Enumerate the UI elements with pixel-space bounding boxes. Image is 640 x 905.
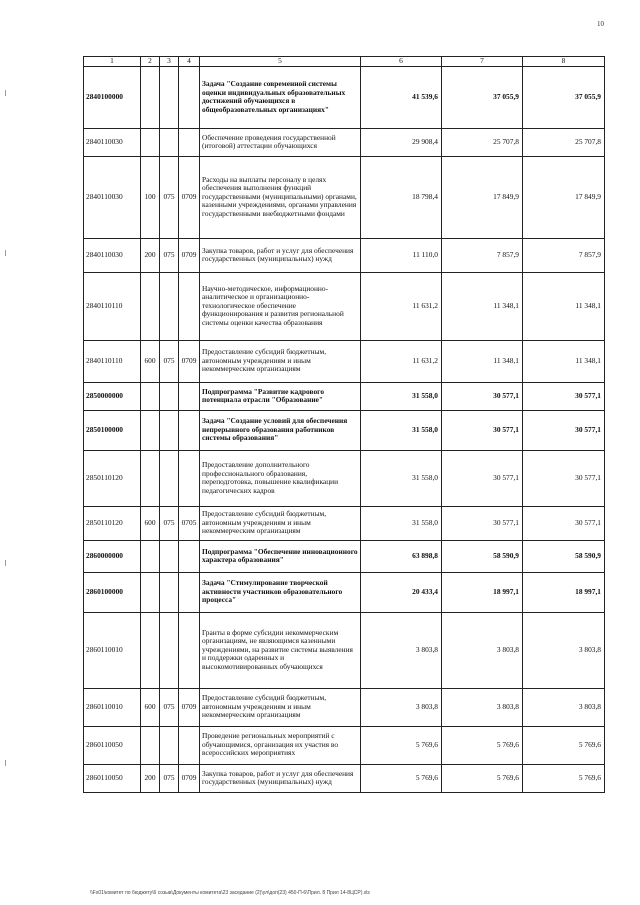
code-cell: 2850000000 (84, 382, 141, 410)
amount-cell: 3 803,8 (523, 688, 605, 726)
footer-file-path: \\Fs01\комитет по бюджету\6 созыв\Документы комитета\23 заседание (2)\ул\доп(23) 450-П-6\Прил. 8 Прил 14-8ЦСР).xls (90, 890, 370, 896)
amount-cell: 58 590,9 (523, 540, 605, 572)
amount-cell: 30 577,1 (442, 506, 523, 540)
vr-cell (141, 726, 160, 764)
name-cell: Расходы на выплаты персоналу в целях обеспечения выполнения функций государственными (муниципальными) органами, казенными учреждениями, органами управления государственными внебюджетными фондами (200, 156, 361, 238)
name-cell: Задача "Создание современной системы оценки индивидуальных образовательных достижений обучающихся в общеобразовательных организациях" (200, 66, 361, 128)
code-cell: 2860110050 (84, 764, 141, 792)
budget-table (83, 56, 605, 793)
code-cell: 2860100000 (84, 572, 141, 612)
gr-cell: 075 (160, 238, 179, 272)
vr-cell (141, 382, 160, 410)
header-cell: 6 (361, 57, 442, 67)
amount-cell: 20 433,4 (361, 572, 442, 612)
amount-cell: 11 110,0 (361, 238, 442, 272)
vr-cell: 600 (141, 688, 160, 726)
scan-artifact (5, 250, 6, 256)
gr-cell (160, 128, 179, 156)
amount-cell: 37 055,9 (523, 66, 605, 128)
amount-cell: 25 707,8 (523, 128, 605, 156)
amount-cell: 30 577,1 (442, 410, 523, 450)
table-row (84, 764, 605, 792)
vr-cell (141, 66, 160, 128)
header-cell: 4 (179, 57, 200, 67)
table-row (84, 726, 605, 764)
name-cell: Проведение региональных мероприятий с обучающимися, организация их участия во всероссийских мероприятиях (200, 726, 361, 764)
section-cell: 0709 (179, 156, 200, 238)
gr-cell: 075 (160, 764, 179, 792)
vr-cell (141, 572, 160, 612)
gr-cell (160, 450, 179, 506)
gr-cell (160, 272, 179, 340)
gr-cell (160, 410, 179, 450)
code-cell: 2860110050 (84, 726, 141, 764)
gr-cell (160, 572, 179, 612)
table-body (84, 57, 605, 793)
code-cell: 2860110010 (84, 688, 141, 726)
name-cell: Обеспечение проведения государственной (итоговой) аттестации обучающихся (200, 128, 361, 156)
section-cell (179, 272, 200, 340)
name-cell: Подпрограмма "Развитие кадрового потенциала отрасли "Образование" (200, 382, 361, 410)
vr-cell (141, 612, 160, 688)
gr-cell (160, 612, 179, 688)
amount-cell: 63 898,8 (361, 540, 442, 572)
section-cell (179, 410, 200, 450)
amount-cell: 3 803,8 (361, 688, 442, 726)
vr-cell (141, 540, 160, 572)
header-cell: 3 (160, 57, 179, 67)
section-cell (179, 66, 200, 128)
scan-artifact (5, 90, 6, 96)
page-number: 10 (597, 20, 604, 28)
gr-cell (160, 382, 179, 410)
name-cell: Гранты в форме субсидии некоммерческим организациям, не являющимся казенными учреждениями, на развитие системы выявления и поддержки одаренных и высокомотивированных обучающихся (200, 612, 361, 688)
vr-cell: 200 (141, 238, 160, 272)
gr-cell: 075 (160, 506, 179, 540)
code-cell: 2850110120 (84, 506, 141, 540)
amount-cell: 3 803,8 (361, 612, 442, 688)
amount-cell: 7 857,9 (523, 238, 605, 272)
amount-cell: 11 348,1 (523, 340, 605, 382)
table-row (84, 156, 605, 238)
table-header-row (84, 57, 605, 67)
name-cell: Задача "Стимулирование творческой активности участников образовательного процесса" (200, 572, 361, 612)
code-cell: 2860000000 (84, 540, 141, 572)
table-row (84, 128, 605, 156)
amount-cell: 31 558,0 (361, 506, 442, 540)
amount-cell: 7 857,9 (442, 238, 523, 272)
amount-cell: 11 631,2 (361, 272, 442, 340)
amount-cell: 5 769,6 (442, 764, 523, 792)
amount-cell: 25 707,8 (442, 128, 523, 156)
amount-cell: 18 997,1 (442, 572, 523, 612)
amount-cell: 31 558,0 (361, 382, 442, 410)
name-cell: Предоставление субсидий бюджетным, автономным учреждениям и иным некоммерческим организациям (200, 340, 361, 382)
section-cell (179, 450, 200, 506)
amount-cell: 11 348,1 (442, 272, 523, 340)
table-row (84, 506, 605, 540)
amount-cell: 18 798,4 (361, 156, 442, 238)
section-cell: 0709 (179, 340, 200, 382)
table-row (84, 272, 605, 340)
name-cell: Научно-методическое, информационно-аналитическое и организационно-технологическое обеспечение функционирования и развития региональной системы оценки качества образования (200, 272, 361, 340)
table-row (84, 410, 605, 450)
amount-cell: 30 577,1 (523, 410, 605, 450)
gr-cell (160, 66, 179, 128)
name-cell: Задача "Создание условий для обеспечения непрерывного образования работников системы образования" (200, 410, 361, 450)
code-cell: 2850110120 (84, 450, 141, 506)
amount-cell: 30 577,1 (523, 506, 605, 540)
table-row (84, 572, 605, 612)
header-cell: 1 (84, 57, 141, 67)
amount-cell: 3 803,8 (442, 688, 523, 726)
section-cell (179, 612, 200, 688)
table-row (84, 382, 605, 410)
amount-cell: 30 577,1 (523, 450, 605, 506)
name-cell: Предоставление дополнительного профессионального образования, переподготовка, повышение квалификации педагогических кадров (200, 450, 361, 506)
code-cell: 2850100000 (84, 410, 141, 450)
amount-cell: 3 803,8 (442, 612, 523, 688)
amount-cell: 30 577,1 (523, 382, 605, 410)
header-cell: 2 (141, 57, 160, 67)
section-cell: 0709 (179, 764, 200, 792)
code-cell: 2840110030 (84, 156, 141, 238)
gr-cell: 075 (160, 156, 179, 238)
table-row (84, 340, 605, 382)
amount-cell: 37 055,9 (442, 66, 523, 128)
amount-cell: 17 849,9 (442, 156, 523, 238)
header-cell: 5 (200, 57, 361, 67)
name-cell: Закупка товаров, работ и услуг для обеспечения государственных (муниципальных) нужд (200, 238, 361, 272)
vr-cell (141, 272, 160, 340)
table-row (84, 540, 605, 572)
name-cell: Подпрограмма "Обеспечение инновационного характера образования" (200, 540, 361, 572)
amount-cell: 11 631,2 (361, 340, 442, 382)
amount-cell: 30 577,1 (442, 382, 523, 410)
amount-cell: 58 590,9 (442, 540, 523, 572)
vr-cell: 600 (141, 340, 160, 382)
vr-cell: 600 (141, 506, 160, 540)
table-row (84, 450, 605, 506)
vr-cell (141, 450, 160, 506)
code-cell: 2840110030 (84, 128, 141, 156)
code-cell: 2840110110 (84, 340, 141, 382)
amount-cell: 31 558,0 (361, 410, 442, 450)
gr-cell (160, 726, 179, 764)
vr-cell (141, 410, 160, 450)
amount-cell: 5 769,6 (523, 726, 605, 764)
amount-cell: 30 577,1 (442, 450, 523, 506)
section-cell (179, 726, 200, 764)
table-row (84, 238, 605, 272)
header-cell: 8 (523, 57, 605, 67)
amount-cell: 18 997,1 (523, 572, 605, 612)
name-cell: Предоставление субсидий бюджетным, автономным учреждениям и иным некоммерческим организациям (200, 688, 361, 726)
name-cell: Закупка товаров, работ и услуг для обеспечения государственных (муниципальных) нужд (200, 764, 361, 792)
amount-cell: 31 558,0 (361, 450, 442, 506)
vr-cell: 100 (141, 156, 160, 238)
section-cell (179, 382, 200, 410)
name-cell: Предоставление субсидий бюджетным, автономным учреждениям и иным некоммерческим организациям (200, 506, 361, 540)
code-cell: 2840110030 (84, 238, 141, 272)
amount-cell: 5 769,6 (523, 764, 605, 792)
section-cell: 0709 (179, 238, 200, 272)
table-row (84, 66, 605, 128)
code-cell: 2860110010 (84, 612, 141, 688)
code-cell: 2840110110 (84, 272, 141, 340)
amount-cell: 41 539,6 (361, 66, 442, 128)
table-row (84, 612, 605, 688)
header-cell: 7 (442, 57, 523, 67)
gr-cell: 075 (160, 340, 179, 382)
scan-artifact (5, 760, 6, 766)
vr-cell: 200 (141, 764, 160, 792)
section-cell (179, 128, 200, 156)
section-cell: 0705 (179, 506, 200, 540)
amount-cell: 11 348,1 (442, 340, 523, 382)
scan-artifact (5, 560, 6, 566)
section-cell (179, 572, 200, 612)
code-cell: 2840100000 (84, 66, 141, 128)
gr-cell: 075 (160, 688, 179, 726)
gr-cell (160, 540, 179, 572)
section-cell (179, 540, 200, 572)
amount-cell: 11 348,1 (523, 272, 605, 340)
vr-cell (141, 128, 160, 156)
table-row (84, 688, 605, 726)
amount-cell: 5 769,6 (361, 726, 442, 764)
section-cell: 0709 (179, 688, 200, 726)
amount-cell: 29 908,4 (361, 128, 442, 156)
amount-cell: 5 769,6 (361, 764, 442, 792)
amount-cell: 17 849,9 (523, 156, 605, 238)
amount-cell: 5 769,6 (442, 726, 523, 764)
amount-cell: 3 803,8 (523, 612, 605, 688)
